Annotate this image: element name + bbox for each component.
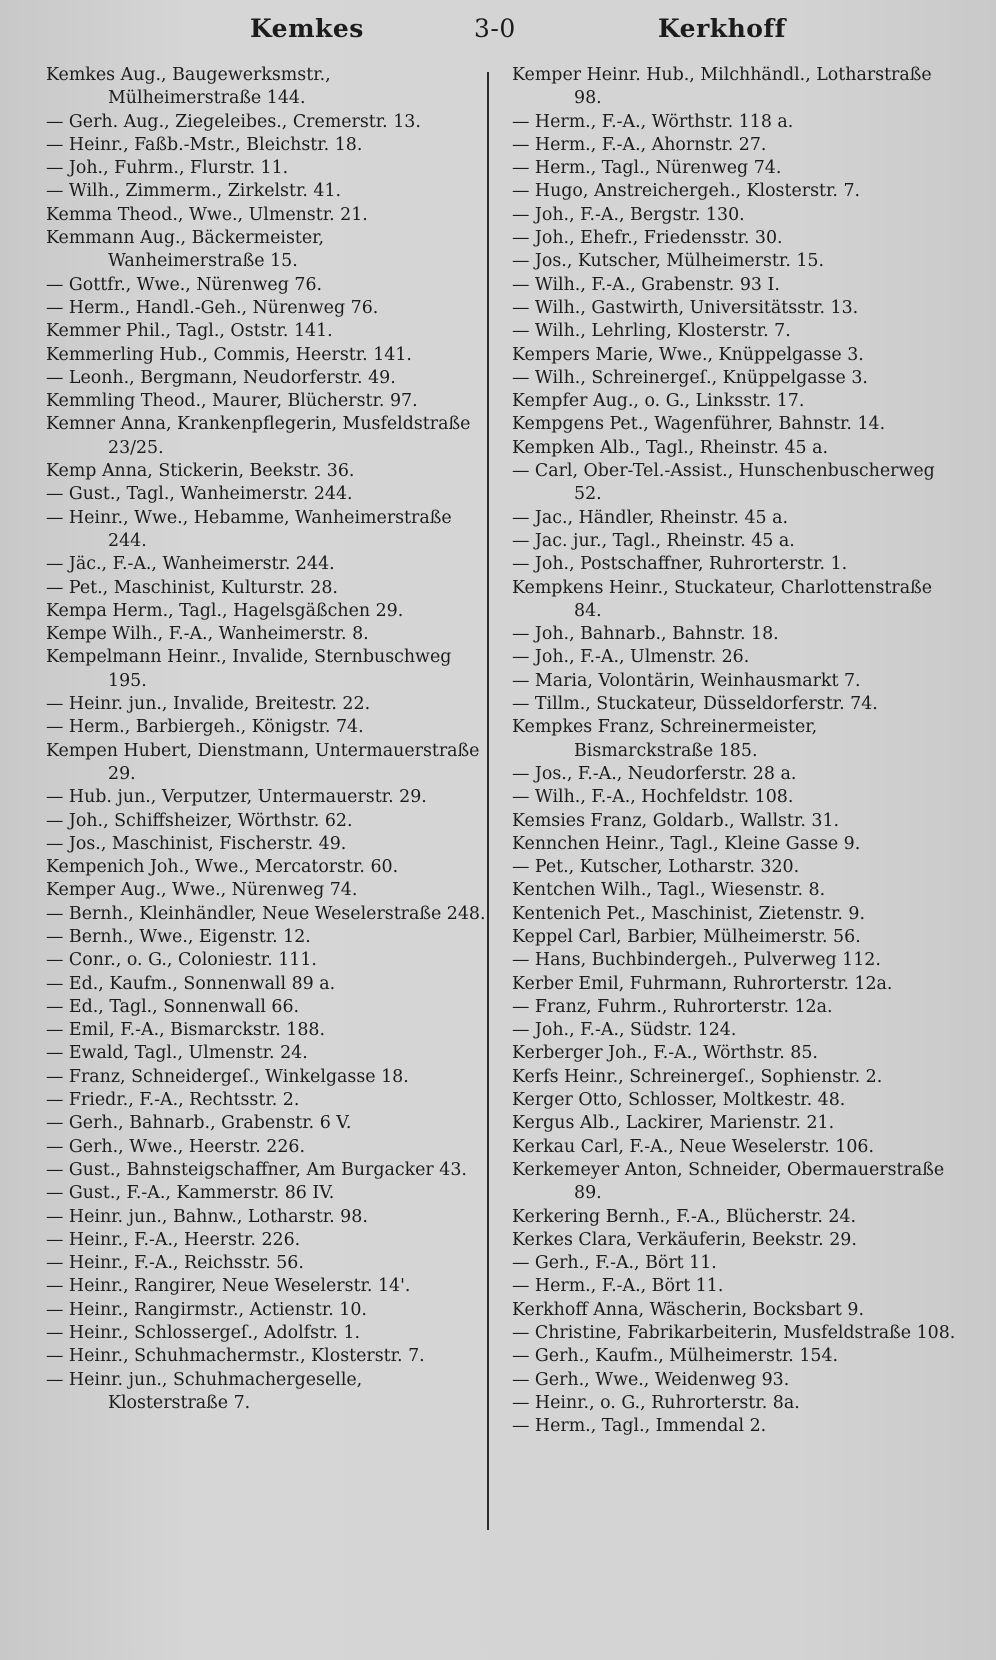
directory-entry: Kemmer Phil., Tagl., Oststr. 141. <box>46 321 333 342</box>
directory-entry: Kempkes Franz, Schreinermeister, Bismarckstraße 185. <box>512 717 823 761</box>
directory-entry: — Heinr., F.-A., Heerstr. 226. <box>46 1229 301 1250</box>
directory-entry: — Pet., Maschinist, Kulturstr. 28. <box>46 577 338 598</box>
directory-entry: — Ewald, Tagl., Ulmenstr. 24. <box>46 1043 308 1064</box>
directory-entry: — Herm., Barbiergeh., Königstr. 74. <box>46 717 364 738</box>
directory-entry: Kerkemeyer Anton, Schneider, Obermauerstraße 89. <box>512 1159 950 1204</box>
header-left-keyword: Kemkes <box>250 14 364 43</box>
right-column <box>512 64 956 1439</box>
directory-entry: — Joh., F.-A., Bergstr. 130. <box>512 204 745 225</box>
directory-entry: Kempelmann Heinr., Invalide, Sternbuschweg 195. <box>46 647 457 691</box>
column-divider <box>487 72 489 1530</box>
directory-entry: — Wilh., Gastwirth, Universitätsstr. 13. <box>512 297 859 318</box>
directory-entry: — Tillm., Stuckateur, Düsseldorferstr. 74. <box>512 694 878 715</box>
directory-entry: — Gerh., F.-A., Bört 11. <box>512 1253 717 1274</box>
directory-entry: — Joh., Schiffsheizer, Wörthstr. 62. <box>46 810 353 831</box>
directory-entry: — Gust., Tagl., Wanheimerstr. 244. <box>46 484 353 505</box>
directory-entry: — Heinr., Rangirer, Neue Weselerstr. 14'. <box>46 1276 411 1297</box>
directory-entry: — Joh., F.-A., Südstr. 124. <box>512 1020 737 1041</box>
directory-entry: — Jos., Kutscher, Mülheimerstr. 15. <box>512 251 825 272</box>
directory-entry: — Friedr., F.-A., Rechtsstr. 2. <box>46 1090 300 1111</box>
directory-entry: — Heinr. jun., Invalide, Breitestr. 22. <box>46 694 371 715</box>
directory-entry: — Gottfr., Wwe., Nürenweg 76. <box>46 274 323 295</box>
directory-entry: Kemsies Franz, Goldarb., Wallstr. 31. <box>512 810 840 831</box>
directory-entry: Kemmling Theod., Maurer, Blücherstr. 97. <box>46 391 418 412</box>
directory-entry: — Heinr., Faßb.-Mstr., Bleichstr. 18. <box>46 134 363 155</box>
directory-entry: Kergus Alb., Lackirer, Marienstr. 21. <box>512 1113 835 1134</box>
left-column <box>46 64 486 1415</box>
directory-entry: Kemper Heinr. Hub., Milchhändl., Lotharstraße 98. <box>512 65 938 109</box>
directory-entry: — Herm., Tagl., Immendal 2. <box>512 1416 767 1437</box>
directory-entry: Kempgens Pet., Wagenführer, Bahnstr. 14. <box>512 414 886 435</box>
directory-entry: Kemmann Aug., Bäckermeister, Wanheimerstraße 15. <box>46 228 330 272</box>
directory-entry: Kempkens Heinr., Stuckateur, Charlottenstraße 84. <box>512 577 938 621</box>
directory-entry: — Heinr., o. G., Ruhrorterstr. 8a. <box>512 1392 800 1413</box>
directory-entry: — Heinr., Schuhmachermstr., Klosterstr. 7. <box>46 1346 425 1367</box>
directory-entry: Kerkes Clara, Verkäuferin, Beekstr. 29. <box>512 1229 857 1250</box>
directory-entry: — Gerh., Kaufm., Mülheimerstr. 154. <box>512 1346 839 1367</box>
directory-entry: Kerfs Heinr., Schreinergeſ., Sophienstr. 2. <box>512 1066 883 1087</box>
directory-entry: Kempers Marie, Wwe., Knüppelgasse 3. <box>512 344 864 365</box>
directory-entry: Kempenich Joh., Wwe., Mercatorstr. 60. <box>46 857 399 878</box>
directory-entry: — Hub. jun., Verputzer, Untermauerstr. 29. <box>46 787 427 808</box>
directory-entry: — Christine, Fabrikarbeiterin, Musfeldstraße 108. <box>512 1323 956 1344</box>
directory-entry: — Carl, Ober-Tel.-Assist., Hunschenbuscherweg 52. <box>512 461 941 505</box>
directory-entry: — Ed., Tagl., Sonnenwall 66. <box>46 996 300 1017</box>
directory-entry: Kempken Alb., Tagl., Rheinstr. 45 a. <box>512 437 829 458</box>
directory-entry: — Joh., Postschaffner, Ruhrorterstr. 1. <box>512 554 848 575</box>
directory-entry: Kerkhoff Anna, Wäscherin, Bocksbart 9. <box>512 1299 864 1320</box>
directory-entry: — Leonh., Bergmann, Neudorferstr. 49. <box>46 367 396 388</box>
directory-entry: — Franz, Schneidergeſ., Winkelgasse 18. <box>46 1066 409 1087</box>
directory-entry: — Heinr., Rangirmstr., Actienstr. 10. <box>46 1299 367 1320</box>
running-header <box>0 14 996 50</box>
directory-entry: — Herm., F.-A., Ahornstr. 27. <box>512 134 767 155</box>
directory-entry: Kentenich Pet., Maschinist, Zietenstr. 9. <box>512 903 866 924</box>
directory-entry: — Gust., F.-A., Kammerstr. 86 IV. <box>46 1183 335 1204</box>
directory-entry: Kemmerling Hub., Commis, Heerstr. 141. <box>46 344 412 365</box>
directory-entry: — Gust., Bahnsteigschaffner, Am Burgacker 43. <box>46 1159 467 1180</box>
directory-entry: — Gerh., Wwe., Heerstr. 226. <box>46 1136 305 1157</box>
directory-entry: — Heinr. jun., Bahnw., Lotharstr. 98. <box>46 1206 368 1227</box>
directory-entry: — Franz, Fuhrm., Ruhrorterstr. 12a. <box>512 996 833 1017</box>
directory-entry: — Pet., Kutscher, Lotharstr. 320. <box>512 857 800 878</box>
directory-entry: — Joh., F.-A., Ulmenstr. 26. <box>512 647 750 668</box>
directory-entry: — Gerh. Aug., Ziegeleibes., Cremerstr. 13. <box>46 111 421 132</box>
directory-entry: — Heinr., Wwe., Hebamme, Wanheimerstraße 244. <box>46 507 458 551</box>
directory-entry: — Gerh., Bahnarb., Grabenstr. 6 V. <box>46 1113 352 1134</box>
directory-entry: Kerberger Joh., F.-A., Wörthstr. 85. <box>512 1043 818 1064</box>
directory-entry: — Jos., F.-A., Neudorferstr. 28 a. <box>512 763 797 784</box>
directory-entry: Kemma Theod., Wwe., Ulmenstr. 21. <box>46 204 368 225</box>
directory-entry: — Jos., Maschinist, Fischerstr. 49. <box>46 833 347 854</box>
header-right-keyword: Kerkhoff <box>658 14 786 43</box>
directory-entry: — Wilh., Lehrling, Klosterstr. 7. <box>512 321 791 342</box>
page-number: 3-0 <box>474 14 516 43</box>
directory-entry: — Heinr. jun., Schuhmachergeselle, Klosterstraße 7. <box>46 1369 368 1413</box>
directory-entry: — Bernh., Wwe., Eigenstr. 12. <box>46 926 311 947</box>
directory-entry: Kempen Hubert, Dienstmann, Untermauerstraße 29. <box>46 740 485 784</box>
directory-entry: Kemper Aug., Wwe., Nürenweg 74. <box>46 880 358 901</box>
directory-entry: — Heinr., F.-A., Reichsstr. 56. <box>46 1253 304 1274</box>
directory-entry: Kerkering Bernh., F.-A., Blücherstr. 24. <box>512 1206 857 1227</box>
directory-entry: — Joh., Ehefr., Friedensstr. 30. <box>512 228 783 249</box>
directory-entry: — Heinr., Schlossergeſ., Adolfstr. 1. <box>46 1323 361 1344</box>
directory-entry: — Wilh., Schreinergeſ., Knüppelgasse 3. <box>512 367 868 388</box>
directory-entry: — Maria, Volontärin, Weinhausmarkt 7. <box>512 670 861 691</box>
directory-entry: — Hans, Buchbindergeh., Pulverweg 112. <box>512 950 881 971</box>
directory-entry: Kemp Anna, Stickerin, Beekstr. 36. <box>46 461 355 482</box>
directory-entry: Keppel Carl, Barbier, Mülheimerstr. 56. <box>512 926 861 947</box>
directory-entry: — Jac., Händler, Rheinstr. 45 a. <box>512 507 789 528</box>
directory-entry: — Wilh., Zimmerm., Zirkelstr. 41. <box>46 181 342 202</box>
directory-entry: — Wilh., F.-A., Grabenstr. 93 I. <box>512 274 780 295</box>
directory-entry: — Joh., Bahnarb., Bahnstr. 18. <box>512 624 779 645</box>
directory-entry: — Herm., Tagl., Nürenweg 74. <box>512 158 782 179</box>
directory-entry: — Hugo, Anstreichergeh., Klosterstr. 7. <box>512 181 861 202</box>
directory-entry: Kemkes Aug., Baugewerksmstr., Mülheimerstraße 144. <box>46 65 337 109</box>
directory-entry: Kerkau Carl, F.-A., Neue Weselerstr. 106. <box>512 1136 875 1157</box>
directory-entry: Kempa Herm., Tagl., Hagelsgäßchen 29. <box>46 600 404 621</box>
directory-entry: Kemner Anna, Krankenpflegerin, Musfeldstraße 23/25. <box>46 414 476 458</box>
directory-entry: — Joh., Fuhrm., Flurstr. 11. <box>46 158 289 179</box>
directory-entry: — Herm., F.-A., Wörthstr. 118 a. <box>512 111 794 132</box>
directory-entry: — Gerh., Wwe., Weidenweg 93. <box>512 1369 790 1390</box>
directory-entry: Kentchen Wilh., Tagl., Wiesenstr. 8. <box>512 880 826 901</box>
directory-entry: Kerger Otto, Schlosser, Moltkestr. 48. <box>512 1090 846 1111</box>
directory-entry: Kempfer Aug., o. G., Linksstr. 17. <box>512 391 805 412</box>
directory-entry: Kerber Emil, Fuhrmann, Ruhrorterstr. 12a. <box>512 973 893 994</box>
directory-entry: — Bernh., Kleinhändler, Neue Weselerstraße 248. <box>46 903 486 924</box>
directory-entry: — Herm., Handl.-Geh., Nürenweg 76. <box>46 297 379 318</box>
directory-entry: Kempe Wilh., F.-A., Wanheimerstr. 8. <box>46 624 369 645</box>
directory-entry: — Herm., F.-A., Bört 11. <box>512 1276 724 1297</box>
directory-entry: — Ed., Kaufm., Sonnenwall 89 a. <box>46 973 336 994</box>
directory-entry: — Jäc., F.-A., Wanheimerstr. 244. <box>46 554 335 575</box>
directory-entry: Kennchen Heinr., Tagl., Kleine Gasse 9. <box>512 833 861 854</box>
directory-entry: — Emil, F.-A., Bismarckstr. 188. <box>46 1020 325 1041</box>
directory-entry: — Jac. jur., Tagl., Rheinstr. 45 a. <box>512 530 795 551</box>
directory-entry: — Wilh., F.-A., Hochfeldstr. 108. <box>512 787 794 808</box>
directory-entry: — Conr., o. G., Coloniestr. 111. <box>46 950 317 971</box>
